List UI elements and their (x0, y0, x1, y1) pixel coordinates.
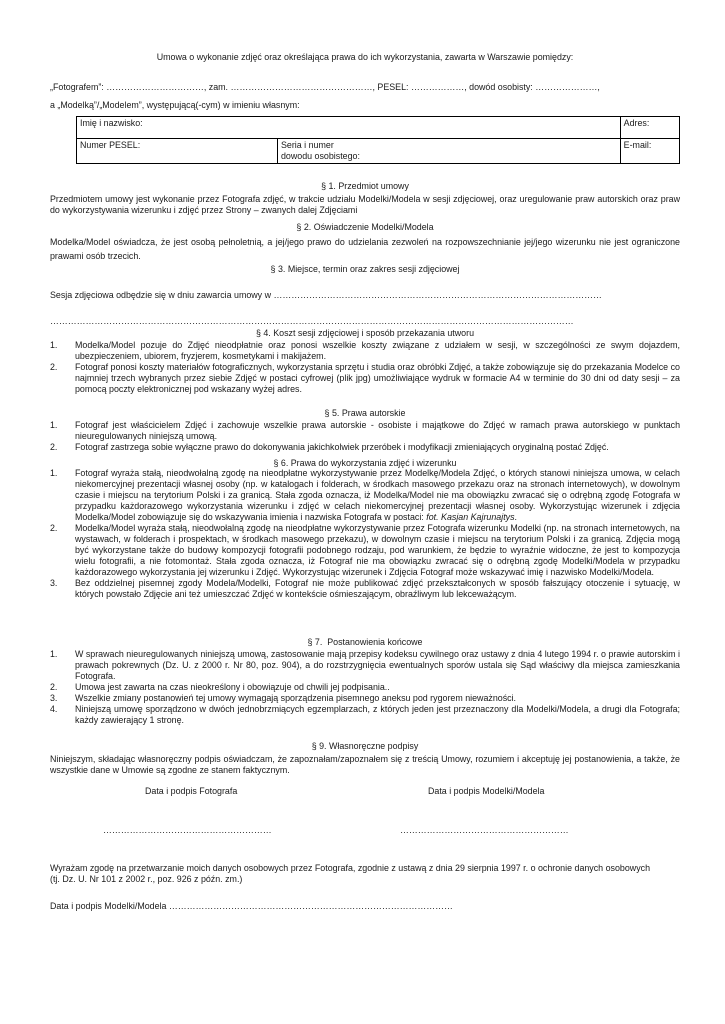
section-6-item (50, 468, 680, 523)
item-number: 3. (50, 693, 58, 703)
section-5-item (50, 420, 680, 442)
item-text: Modelka/Model pozuje do Zdjęć nieodpłatnie oraz ponosi wszelkie koszty związane z udziałem w sesji, w szczególności ze swym dojazdem, ubezpieczeniem, ubiorem, fryzjerem, kosmetykami i makijażem. (75, 340, 680, 361)
item-number: 2. (50, 362, 58, 372)
section-4-list (50, 340, 680, 395)
section-9-text: Niniejszym, składając własnoręczny podpis oświadczam, że zapoznałam/zapoznałem się z treścią Umowy, rozumiem i akceptuję jej postanowienia, a także, że wszystkie dane w Umowie są zgodne ze stanem faktycznym. (50, 754, 680, 775)
id-card-field[interactable] (278, 139, 621, 164)
item-number: 1. (50, 420, 58, 430)
section-4-item (50, 340, 680, 362)
final-signature-line[interactable]: Data i podpis Modelki/Modela …………………………………………………………………………………… (50, 901, 453, 911)
item-text: Fotograf jest właścicielem Zdjęć i zachowuje wszelkie prawa autorskie - osobiste i majątkowe do Zdjęć w ramach prawa autorskiego w punktach nieuregulowanych niniejszą umową. (75, 420, 680, 441)
item-text: Umowa jest zawarta na czas nieokreślony i obowiązuje od chwili jej podpisania.. (75, 682, 390, 692)
item-text: Bez oddzielnej pisemnej zgody Modela/Modelki, Fotograf nie może publikować zdjęć przekształconych w sposób fałszujący otoczenie i sytuację, w których powstało Zdjęcie ani też umieszczać Zdjęć w kontekście ośmieszającym, obraźliwym lub lekceważącym. (75, 578, 680, 599)
pesel-field[interactable]: Numer PESEL: (77, 139, 278, 164)
model-line: a „Modelką”/„Modelem”, występującą(-cym) w imieniu własnym: (50, 100, 300, 110)
model-signature-field[interactable]: ………………………………………………… (400, 825, 569, 835)
section-7-list (50, 649, 680, 726)
section-4-item (50, 362, 680, 395)
item-number: 2. (50, 523, 58, 533)
item-number: 2. (50, 442, 58, 452)
section-6-item (50, 578, 680, 600)
data-processing-consent: Wyrażam zgodę na przetwarzanie moich danych osobowych przez Fotografa, zgodnie z ustawą z dnia 29 sierpnia 1997 r. o ochronie danych osobowych (tj. Dz. U. Nr 101 z 2002 r., poz. 926 z późn. zm.) (50, 863, 650, 884)
session-details-dots: …………………………………………………………………………………………………………………………………………………………… (50, 316, 574, 326)
item-text: Fotograf ponosi koszty materiałów fotograficznych, wykorzystania sprzętu i studia oraz obróbki Zdjęć, a także zobowiązuje się do przekazania Modelce co najmniej trzech wybranych przez siebie Zdjęć w postaci cyfrowej (plik jpg) umożliwiające wydruk w formacie A4 w terminie do 30 dni od daty sesji – za pomocą poczty elektronicznej pod wskazany wyżej adres. (75, 362, 680, 394)
photographer-signature-label: Data i podpis Fotografa (145, 786, 238, 796)
section-7-title: § 7. Postanowienia końcowe (307, 637, 423, 647)
section-9-title: § 9. Własnoręczne podpisy (311, 741, 419, 751)
address-field[interactable]: Adres: (620, 117, 679, 139)
section-5-title: § 5. Prawa autorskie (324, 408, 406, 418)
section-2-text: Modelka/Model oświadcza, że jest osobą pełnoletnią, a jej/jego prawo do udzielania zezwoleń na rozpowszechnianie jej/jego wizerunku nie jest ograniczone prawami osób trzecich. (50, 237, 680, 261)
name-field[interactable]: Imię i nazwisko: (77, 117, 621, 139)
photo-credit-format: fot. Kasjan Kajrunajtys (426, 512, 515, 522)
section-7-item (50, 693, 680, 704)
item-number: 4. (50, 704, 58, 714)
section-7-item (50, 704, 680, 726)
item-text: Wszelkie zmiany postanowień tej umowy wymagają sporządzenia pisemnego aneksu pod rygorem nieważności. (75, 693, 517, 703)
contract-title: Umowa o wykonanie zdjęć oraz określająca prawa do ich wykorzystania, zawarta w Warszawie pomiędzy: (156, 52, 574, 62)
section-5-list (50, 420, 680, 453)
item-number: 1. (50, 340, 58, 350)
section-1-text: Przedmiotem umowy jest wykonanie przez Fotografa zdjęć, w trakcie udziału Modelki/Modela w sesji zdjęciowej, oraz uregulowanie praw autorskich oraz praw do wykorzystywania wizerunku i zdjęć przez Strony – zwanych dalej Zdjęciami (50, 194, 680, 215)
model-signature-label: Data i podpis Modelki/Modela (428, 786, 545, 796)
section-7-item (50, 649, 680, 682)
item-text: Fotograf zastrzega sobie wyłączne prawo do dokonywania jakichkolwiek przeróbek i modyfikacji zmieniających oryginalną postać Zdjęć. (75, 442, 609, 452)
item-text: Niniejszą umowę sporządzono w dwóch jednobrzmiących egzemplarzach, z których jeden jest przeznaczony dla Modelki/Modela, a drugi dla Fotografa; każdy zawierający 1 stronę. (75, 704, 680, 725)
item-number: 3. (50, 578, 58, 588)
section-6-title: § 6. Prawa do wykorzystania zdjęć i wizerunku (273, 458, 457, 468)
photographer-line: „Fotografem”: ……………………………, zam. …………………………………………, PESEL: ………………, dowód osobisty: …………………, (50, 82, 600, 92)
item-text: Modelka/Model wyraża stałą, nieodwołalną zgodę na nieodpłatne wykorzystywanie przez Fotografa wizerunku Modelki (np. na stronach internetowych, na wystawach, w folderach i prospektach, w środkach masowego przekazu), w dowolnym czasie i miejscu na terytorium Polski i za granicą. Zdjęcia mogą być wykorzystane także do budowy kompozycji fotografii podobnego rodzaju, pod warunkiem, że będzie to wyraźnie widoczne, że jest to kompozycja wielu fotografii, a nie fotomontaż. Stała zgoda oznacza, iż Fotograf nie ma obowiązku zwracać się o odrębną zgodę Modelki/Modela w przypadku każdorazowego wykorzystania jej wizerunku i Zdjęć. Wykorzystując wizerunek i Zdjęcia Fotograf może wskazywać imię i nazwisko Modelki/Modela. (75, 523, 680, 577)
item-number: 1. (50, 468, 58, 478)
photographer-signature-field[interactable]: ………………………………………………… (103, 825, 272, 835)
session-date-line: Sesja zdjęciowa odbędzie się w dniu zawarcia umowy w ………………………………………………………………………………………………… (50, 290, 602, 300)
item-number: 2. (50, 682, 58, 692)
model-data-table (76, 116, 680, 164)
section-6-list (50, 468, 680, 600)
section-2-title: § 2. Oświadczenie Modelki/Modela (296, 222, 434, 232)
section-3-title: § 3. Miejsce, termin oraz zakres sesji zdjęciowej (270, 264, 460, 274)
item-text-end: . (514, 512, 518, 522)
email-field[interactable]: E-mail: (620, 139, 679, 164)
item-text: Fotograf wyraża stałą, nieodwołalną zgodę na nieodpłatne wykorzystywanie przez Modelkę/Modela Zdjęć, o których stanowi niniejsza umowa, w celach niekomercyjnej prezentacji własnej osoby (np. w katalogach i folderach, w środkach masowego przekazu oraz na stronach internetowych), w dowolnym czasie i miejscu na terytorium Polski i za granicą. Stała zgoda oznacza, iż Modelka/Model nie ma obowiązku zwracać się o odrębną zgodę Fotografa w przypadku każdorazowego wykorzystania wizerunku i zdjęć w celach niekomercyjnej prezentacji własnej osoby. Wykorzystując wizerunek i zdjęcia Modelka/Model zobowiązuje się do wskazywania imienia i nazwiska Fotografa w postaci: (75, 468, 680, 522)
section-1-title: § 1. Przedmiot umowy (321, 181, 409, 191)
section-4-title: § 4. Koszt sesji zdjęciowej i sposób przekazania utworu (255, 328, 475, 338)
id-card-label-1: Seria i numer (281, 140, 334, 150)
section-6-item (50, 523, 680, 578)
item-text: W sprawach nieuregulowanych niniejszą umową, zastosowanie mają przepisy kodeksu cywilnego oraz ustawy z dnia 4 lutego 1994 r. o prawie autorskim i prawach pokrewnych (Dz. U. z 2000 r. Nr 80, poz. 904), a do rozstrzygnięcia ewentualnych sporów ustala się Sąd właściwy dla miejsca zamieszkania Fotografa. (75, 649, 680, 681)
section-5-item (50, 442, 680, 453)
id-card-label-2: dowodu osobistego: (281, 151, 360, 161)
section-7-item (50, 682, 680, 693)
item-number: 1. (50, 649, 58, 659)
